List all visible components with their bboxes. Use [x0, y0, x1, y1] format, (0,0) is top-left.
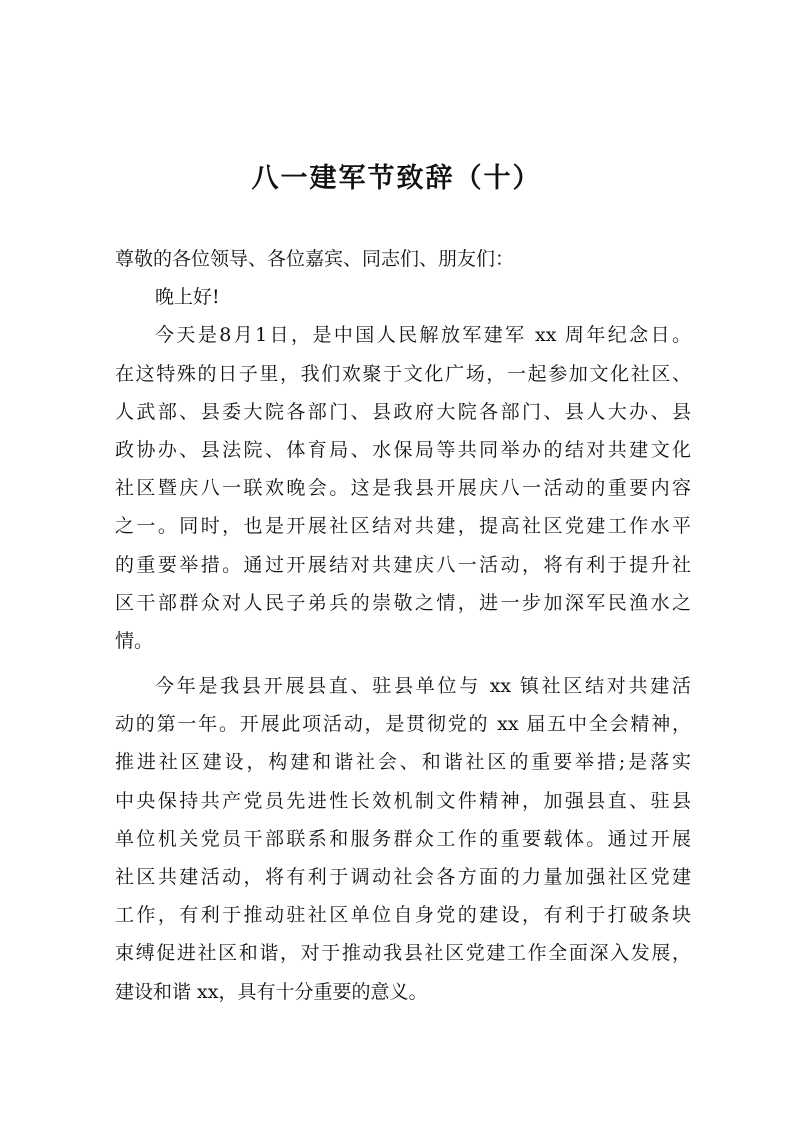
paragraphs [115, 316, 691, 1010]
paragraph-line: 单位机关党员干部联系和服务群众工作的重要载体。通过开展 [115, 827, 691, 850]
salutation: 尊敬的各位领导、各位嘉宾、同志们、朋友们： [115, 248, 515, 270]
paragraph-line: 区干部群众对人民子弟兵的崇敬之情，进一步加深军民渔水之 [115, 591, 691, 614]
paragraph-line: 政协办、县法院、体育局、水保局等共同举办的结对共建文化 [115, 438, 691, 461]
paragraph-line: 推进社区建设，构建和谐社会、和谐社区的重要举措;是落实 [115, 751, 691, 774]
paragraph-line: 情。 [115, 629, 154, 652]
document-title: 八一建军节致辞（十） [251, 163, 542, 194]
paragraph-line: 社区暨庆八一联欢晚会。这是我县开展庆八一活动的重要内容 [115, 477, 691, 500]
paragraph-line: 工作，有利于推动驻社区单位自身党的建设，有利于打破条块 [115, 904, 691, 927]
paragraph-line: 人武部、县委大院各部门、县政府大院各部门、县人大办、县 [115, 400, 691, 423]
paragraph-line: 束缚促进社区和谐，对于推动我县社区党建工作全面深入发展， [115, 942, 691, 965]
paragraph [115, 316, 691, 660]
paragraph-line: 今天是8月1日，是中国人民解放军建军 xx 周年纪念日。 [155, 324, 691, 347]
greeting: 晚上好! [155, 286, 220, 309]
paragraph-line: 动的第一年。开展此项活动，是贯彻党的 xx 届五中全会精神， [115, 713, 691, 736]
paragraph-line: 今年是我县开展县直、驻县单位与 xx 镇社区结对共建活 [155, 675, 691, 698]
paragraph-line: 建设和谐 xx，具有十分重要的意义。 [115, 980, 428, 1003]
paragraph-line: 中央保持共产党员先进性长效机制文件精神，加强县直、驻县 [115, 789, 691, 812]
paragraph-line: 之一。同时，也是开展社区结对共建，提高社区党建工作水平 [115, 515, 691, 538]
paragraph-line: 在这特殊的日子里，我们欢聚于文化广场，一起参加文化社区、 [115, 362, 691, 385]
paragraph [115, 667, 691, 1011]
document-body [115, 240, 691, 1018]
paragraph-line: 的重要举措。通过开展结对共建庆八一活动，将有利于提升社 [115, 553, 691, 576]
paragraph-line: 社区共建活动，将有利于调动社会各方面的力量加强社区党建 [115, 866, 691, 888]
